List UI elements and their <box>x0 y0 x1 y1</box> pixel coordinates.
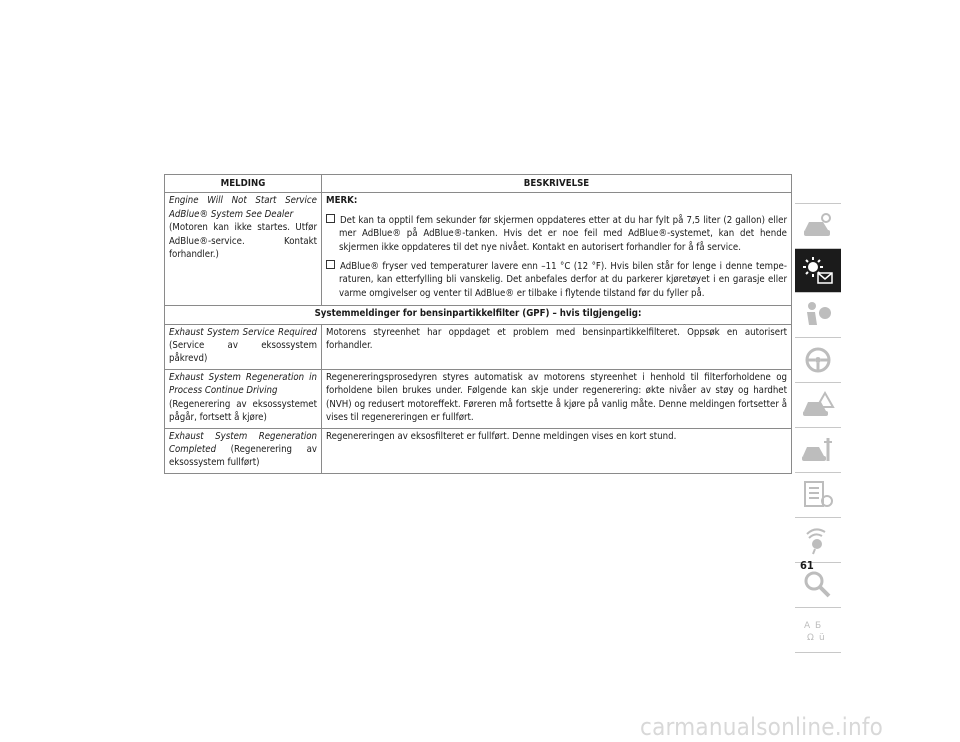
message-translation: (Regenerering av eksossystem fullført) <box>169 443 317 469</box>
svg-text:A: A <box>804 621 811 631</box>
hazard-car-icon <box>801 389 835 421</box>
tab-languages[interactable] <box>795 608 841 653</box>
message-name: Exhaust System Regeneration Completed <box>169 430 317 455</box>
languages-icon <box>801 614 835 646</box>
header-melding: MELDING <box>165 175 322 193</box>
svg-text:Ω: Ω <box>807 633 814 643</box>
tab-getting-to-know-vehicle[interactable] <box>795 203 841 249</box>
search-index-icon <box>801 569 835 601</box>
message-name: Exhaust System Regeneration in Process Continue Driving <box>169 371 317 397</box>
tab-in-case-of-emergency[interactable] <box>795 383 841 428</box>
section-header-row <box>165 306 792 324</box>
message-table <box>164 174 792 474</box>
svg-text:ü: ü <box>819 633 825 643</box>
description-cell: Regenereringen av eksosfilteret er fullført. Denne meldingen vises en kort stund. <box>322 428 792 473</box>
note-bullet <box>326 214 787 254</box>
tab-safety[interactable] <box>795 293 841 338</box>
description-cell: Motorens styreenhet har oppdaget et problem med bensinpartikkelfilteret. Oppsøk en autorisert forhandler. <box>322 324 792 369</box>
svg-text:Б: Б <box>815 621 822 631</box>
message-name: Exhaust System Service Required <box>169 326 317 338</box>
checkbox-bullet-icon <box>326 260 335 269</box>
message-translation: (Motoren kan ikke startes. Utfør AdBlue®-service. Kontakt forhandler.) <box>169 222 317 261</box>
message-cell <box>165 428 322 473</box>
description-cell <box>322 193 792 306</box>
specifications-list-icon <box>801 479 835 511</box>
section-title: Systemmeldinger for bensinpartikkelfilter (GPF) – hvis tilgjengelig: <box>165 306 792 324</box>
watermark: carmanualsonline.info <box>640 713 884 741</box>
note-text: AdBlue® fryser ved temperaturer lavere enn –11 °C (12 °F). Hvis bilen står for lenge i denne tempe- raturen, kan etterfylling bli vanskelig. Det anbefales derfor at du parkerer kjøretøyet i en garasje eller varme omgivelser og venter til AdBlue® er tilbake i flytende tilstand før du fyller på. <box>339 261 787 299</box>
page-number: 61 <box>800 559 814 572</box>
message-translation: (Regenerering av eksossystemet pågår, fortsett å kjøre) <box>169 398 317 424</box>
table-header-row <box>165 175 792 193</box>
table-row <box>165 193 792 306</box>
tab-servicing-maintenance[interactable] <box>795 428 841 473</box>
chapter-tabs <box>795 203 841 653</box>
table-row <box>165 324 792 369</box>
message-cell <box>165 324 322 369</box>
note-label: MERK: <box>326 195 358 207</box>
message-translation: (Service av eksossystem påkrevd) <box>169 340 317 365</box>
description-cell: Regenereringsprosedyren styres automatisk av motorens styreenhet i henhold til filterforholdene og forholdene bilen brukes under. Følgende kan skje under regenerering: økte nivåer av støy og hardhet (NVH) og redusert motoreffekt. Føreren må fortsette å kjøre på vanlig måte. Denne meldingen fortsetter å vises til regenereringen er fullført. <box>322 369 792 428</box>
tab-instrument-panel[interactable] <box>795 249 841 293</box>
header-beskrivelse: BESKRIVELSE <box>322 175 792 193</box>
multimedia-icon <box>801 524 835 556</box>
tab-starting-operating[interactable] <box>795 338 841 383</box>
note-bullet <box>326 260 787 300</box>
message-cell <box>165 369 322 428</box>
tab-multimedia[interactable] <box>795 518 841 563</box>
service-car-icon <box>801 434 835 466</box>
message-name: Engine Will Not Start Service AdBlue® System See Dealer <box>169 195 317 220</box>
table-row <box>165 428 792 473</box>
airbag-seat-icon <box>801 299 835 331</box>
note-text: Det kan ta opptil fem sekunder før skjermen oppdateres etter at du har fylt på 7,5 liter (2 gallon) eller mer AdBlue® på AdBlue®-tanken. Hvis det er noe feil med AdBlue®-systemet, kan det hende skjermen ikke oppdateres til det nye nivået. Kontakt en autorisert forhandler for å få service. <box>339 214 787 253</box>
warning-light-message-icon <box>801 255 835 287</box>
message-cell <box>165 193 322 306</box>
steering-wheel-icon <box>801 344 835 376</box>
tab-technical-specifications[interactable] <box>795 473 841 518</box>
checkbox-bullet-icon <box>326 214 335 223</box>
table-row <box>165 369 792 428</box>
car-key-icon <box>801 210 835 242</box>
